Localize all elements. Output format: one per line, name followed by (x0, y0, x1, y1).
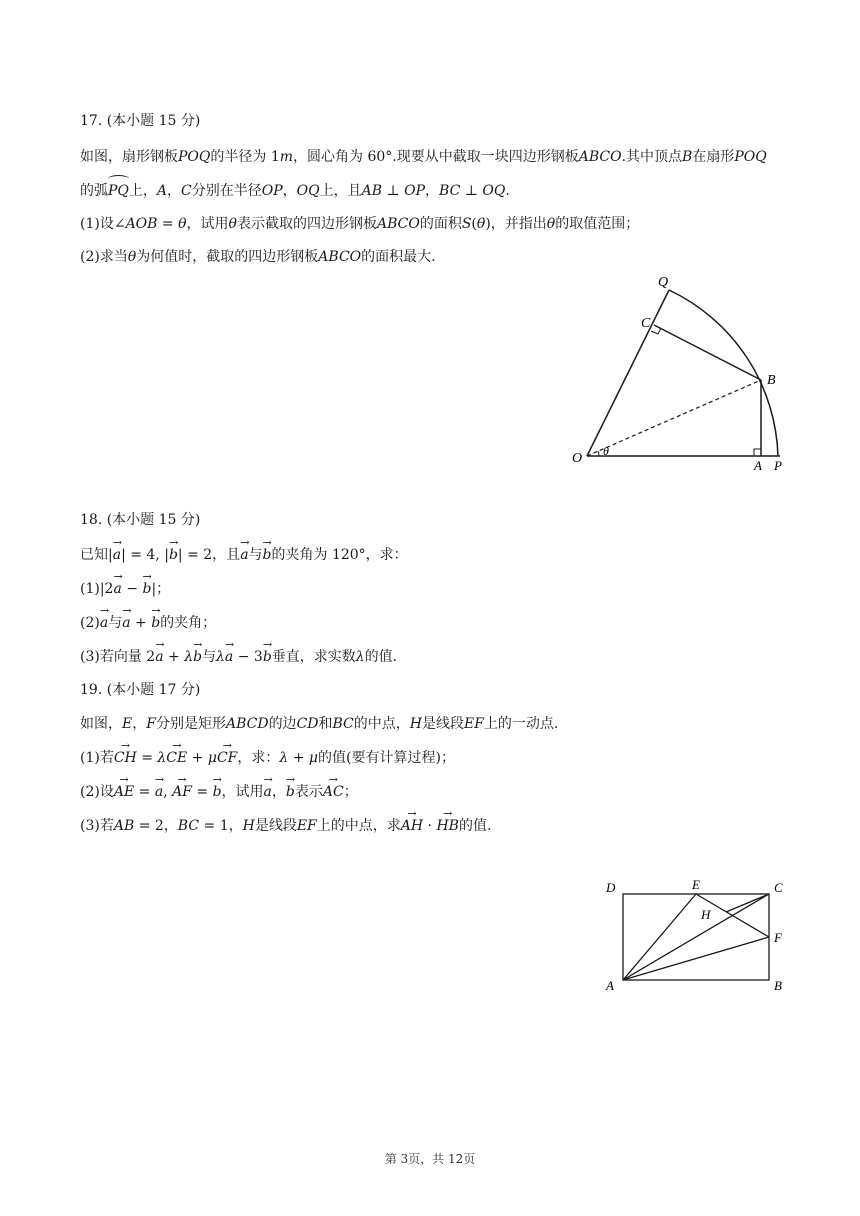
segment-ae (623, 894, 696, 980)
label-b: B (767, 373, 776, 388)
label-d: D (606, 880, 616, 895)
q17-sector-figure (565, 270, 795, 475)
q17-subquestion-1: (1)设∠AOB = θ，试用θ表示截取的四边形钢板ABCO的面积S(θ)，并指出θ的取值范围； (80, 216, 640, 232)
q19-paragraph-1: 如图，E，F分别是矩形ABCD的边CD和BC的中点，H是线段EF上的一动点. (80, 716, 559, 732)
q19-header: 19. (本小题 17 分) (80, 682, 201, 698)
label-a: A (606, 978, 614, 993)
label-c: C (774, 880, 783, 895)
label-o: O (572, 451, 583, 466)
segment-ac (623, 894, 769, 980)
segment-af (623, 937, 769, 980)
q17-subquestion-2: (2)求当θ为何值时，截取的四边形钢板ABCO的面积最大. (80, 249, 436, 265)
label-theta: θ (603, 444, 609, 458)
right-angle-a (754, 449, 761, 456)
q18-paragraph-1: 已知|→ a| = 4, |→ b| = 2，且→ a与→ b的夹角为 120°，求： (80, 545, 408, 565)
q18-subquestion-2: (2)→ a与→ a + → b的夹角； (80, 613, 216, 633)
label-f: F (774, 930, 782, 945)
q18-subquestion-1: (1)|2→ a − → b|； (80, 579, 170, 599)
segment-ob-dashed (587, 380, 761, 456)
q19-subquestion-2: (2)设→ AE = → a, → AF = → b，试用→ a，→ b表示→ AC； (80, 782, 358, 802)
q17-header: 17. (本小题 15 分) (80, 113, 201, 129)
q18-subquestion-3: (3)若向量 2→ a + λ→ b与λ→ a − 3→ b垂直，求实数λ的值. (80, 647, 397, 667)
label-c: C (641, 316, 651, 331)
label-a: A (754, 458, 762, 473)
q19-subquestion-3: (3)若AB = 2，BC = 1，H是线段EF上的中点，求→ AH · → HB的值. (80, 816, 491, 836)
label-h: H (701, 907, 711, 922)
label-q: Q (658, 275, 669, 290)
label-p: P (774, 458, 782, 473)
q18-header: 18. (本小题 15 分) (80, 512, 201, 528)
right-angle-c (651, 328, 661, 334)
segment-cb (654, 325, 761, 380)
q19-rectangle-figure (598, 872, 798, 1002)
q17-paragraph-2: 的弧PQ上，A，C分别在半径OP，OQ上，且AB ⊥ OP，BC ⊥ OQ. (80, 183, 510, 199)
q19-subquestion-1: (1)若→ CH = λ→ CE + μ→ CF，求：λ + μ的值(要有计算过程)； (80, 748, 455, 768)
page-footer: 第 3页，共 12页 (384, 1152, 476, 1166)
label-b: B (774, 978, 782, 993)
q17-paragraph-1: 如图，扇形钢板POQ的半径为 1m，圆心角为 60°.现要从中截取一块四边形钢板ABCO.其中顶点B在扇形POQ (80, 149, 767, 165)
label-e: E (692, 877, 700, 892)
segment-ch (726, 894, 769, 912)
radius-oq (587, 290, 669, 456)
